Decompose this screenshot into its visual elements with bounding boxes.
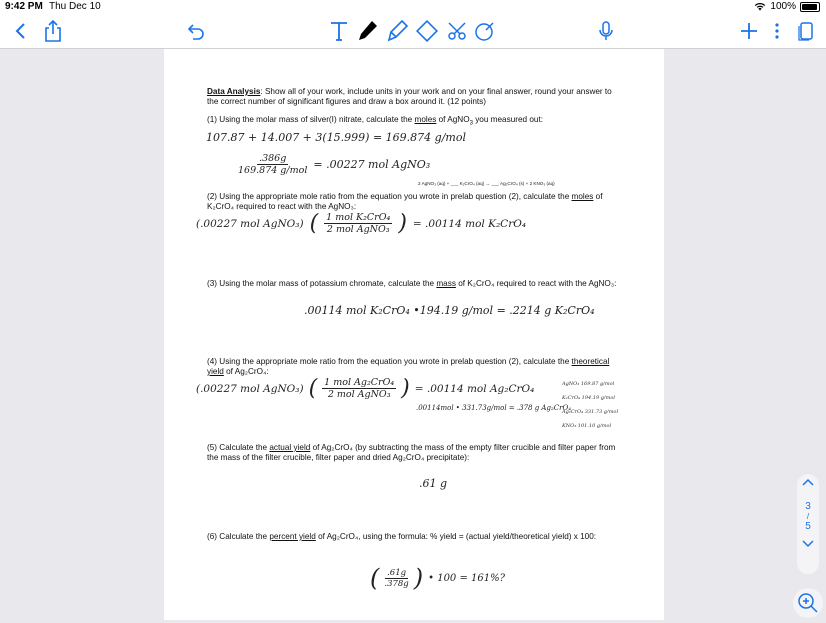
q1-denominator: 169.874 g/mol: [238, 165, 308, 176]
q4-close-paren: ): [401, 376, 410, 401]
wifi-icon: [754, 2, 766, 11]
q6-fraction: [384, 568, 408, 589]
q2-text-a: (2) Using the appropriate mole ratio from the equation you wrote in prelab question (2), calculate the: [207, 192, 572, 201]
q2-denominator: 2 mol AgNO₃: [326, 224, 390, 235]
status-time: 9:42 PM: [5, 1, 43, 12]
battery-icon: [800, 2, 820, 12]
q4-handwriting-line2: .00114mol • 331.73g/mol = .378 g Ag₂CrO₄: [416, 404, 572, 412]
q5-text-b: of Ag₂CrO₄ (by subtracting the mass of the empty filter crucible and filter paper from the mass of the filter crucible, filter paper and dried Ag₂CrO₄ precipitate):: [207, 443, 616, 462]
side-note: AgNO₃ 169.87 g/mol: [562, 381, 615, 387]
eraser-tool-icon[interactable]: [415, 18, 439, 44]
chevron-down-icon[interactable]: [802, 540, 814, 551]
chevron-left-icon[interactable]: [10, 18, 30, 44]
q4-underline-2: yield: [207, 367, 224, 376]
zoom-in-button[interactable]: [793, 588, 823, 618]
text-tool-icon[interactable]: [327, 18, 351, 44]
intro-text: : Show all of your work, include units in your work and on your final answer, round your answer to the correct number of significant figures and draw a box around it. (12 points): [207, 87, 612, 106]
q2-result: = .00114 mol K₂CrO₄: [412, 217, 527, 230]
question-5: [207, 443, 627, 463]
q3-text-b: of K₂CrO₄ required to react with the AgNO₃:: [455, 279, 617, 288]
page-separator: /: [806, 512, 810, 521]
undo-icon[interactable]: [185, 18, 207, 44]
q6-underline: percent yield: [269, 532, 316, 541]
q6-numerator: .61g: [387, 567, 407, 578]
q6-handwriting: [370, 564, 505, 592]
equation-line: 2 AgNO₃ (aq) + ___ K₂CrO₄ (aq) → ___ Ag₂CrO₄ (s) + 2 KNO₃ (aq): [418, 181, 555, 186]
q2-text-b: of K₂CrO₄ required to react with the AgNO₃:: [207, 192, 603, 211]
q1-underline: moles: [414, 115, 437, 124]
intro-label: Data Analysis: [207, 87, 261, 96]
q1-fraction: [238, 153, 307, 176]
q6-open-paren: (: [370, 564, 380, 592]
q1-result: = .00227 mol AgNO₃: [313, 158, 431, 171]
total-pages: 5: [805, 521, 811, 532]
side-note: KNO₃ 101.10 g/mol: [562, 423, 612, 429]
q5-text-a: (5) Calculate the: [207, 443, 270, 452]
q2-open-paren: (: [309, 211, 319, 236]
current-page: 3: [805, 501, 811, 512]
q4-denominator: 2 mol AgNO₃: [327, 389, 391, 400]
status-right: [754, 1, 820, 12]
q4-side-notes: [562, 377, 618, 433]
q5-handwriting: .61 g: [419, 477, 448, 490]
question-2: [207, 192, 622, 212]
q4-text-b: of Ag₂CrO₄:: [223, 367, 269, 376]
status-bar: [0, 0, 826, 14]
plus-icon[interactable]: [739, 18, 759, 44]
lasso-tool-icon[interactable]: [445, 18, 469, 44]
zoom-icon: [793, 588, 823, 618]
data-analysis-intro: [207, 87, 622, 107]
q4-underline-1: theoretical: [571, 357, 610, 366]
microphone-icon[interactable]: [596, 18, 616, 44]
pen-tool-icon[interactable]: [356, 18, 380, 44]
pages-icon[interactable]: [796, 18, 816, 44]
q1-text-b: of AgNO: [436, 115, 470, 124]
document-page[interactable]: [164, 49, 664, 620]
q4-hw-given: (.00227 mol AgNO₃): [196, 382, 304, 395]
chevron-up-icon[interactable]: [802, 478, 814, 489]
q2-hw-given: (.00227 mol AgNO₃): [196, 217, 304, 230]
q6-denominator: .378g: [384, 578, 409, 589]
question-6: [207, 532, 622, 542]
highlighter-tool-icon[interactable]: [386, 18, 410, 44]
q6-text-b: of Ag₂CrO₄, using the formula: % yield = (actual yield/theoretical yield) x 100:: [315, 532, 597, 541]
q2-numerator: 1 mol K₂CrO₄: [326, 212, 391, 223]
q6-close-paren: ): [413, 564, 424, 592]
q1-text-c: you measured out:: [472, 115, 544, 124]
q6-text-a: (6) Calculate the: [207, 532, 270, 541]
q5-underline: actual yield: [269, 443, 311, 452]
share-icon[interactable]: [42, 18, 64, 44]
q1-handwriting-calc: [238, 153, 430, 176]
shapes-tool-icon[interactable]: [473, 18, 497, 44]
q1-numerator: .386g: [259, 153, 287, 164]
q2-underline: moles: [571, 192, 594, 201]
page-navigator: [797, 474, 819, 574]
battery-percent: 100%: [770, 1, 796, 12]
q3-text-a: (3) Using the molar mass of potassium chromate, calculate the: [207, 279, 437, 288]
q3-handwriting: .00114 mol K₂CrO₄ •194.19 g/mol = .2214 g K₂CrO₄: [304, 304, 595, 317]
q1-handwriting-line: 107.87 + 14.007 + 3(15.999) = 169.874 g/mol: [206, 131, 466, 144]
q4-open-paren: (: [308, 376, 318, 401]
q2-handwriting: [196, 211, 526, 236]
side-note: Ag₂CrO₄ 331.73 g/mol: [562, 409, 619, 415]
question-1: [207, 115, 622, 129]
status-date: Thu Dec 10: [49, 1, 101, 12]
q4-handwriting: [196, 376, 534, 401]
question-3: [207, 279, 622, 289]
q2-fraction: [324, 212, 392, 235]
q3-underline: mass: [436, 279, 456, 288]
side-note: K₂CrO₄ 194.19 g/mol: [562, 395, 615, 401]
q6-result: • 100 = 161%?: [428, 572, 505, 584]
question-4: [207, 357, 622, 377]
q1-text-a: (1) Using the molar mass of silver(I) nitrate, calculate the: [207, 115, 415, 124]
more-icon[interactable]: [769, 18, 785, 44]
q4-text-a: (4) Using the appropriate mole ratio from the equation you wrote in prelab question (2), calculate the: [207, 357, 572, 366]
q2-close-paren: ): [398, 211, 407, 236]
q1-sub: 3: [469, 120, 473, 127]
q4-result: = .00114 mol Ag₂CrO₄: [414, 382, 535, 395]
q4-fraction: [322, 377, 396, 400]
q4-numerator: 1 mol Ag₂CrO₄: [324, 377, 395, 388]
toolbar: [0, 14, 826, 49]
